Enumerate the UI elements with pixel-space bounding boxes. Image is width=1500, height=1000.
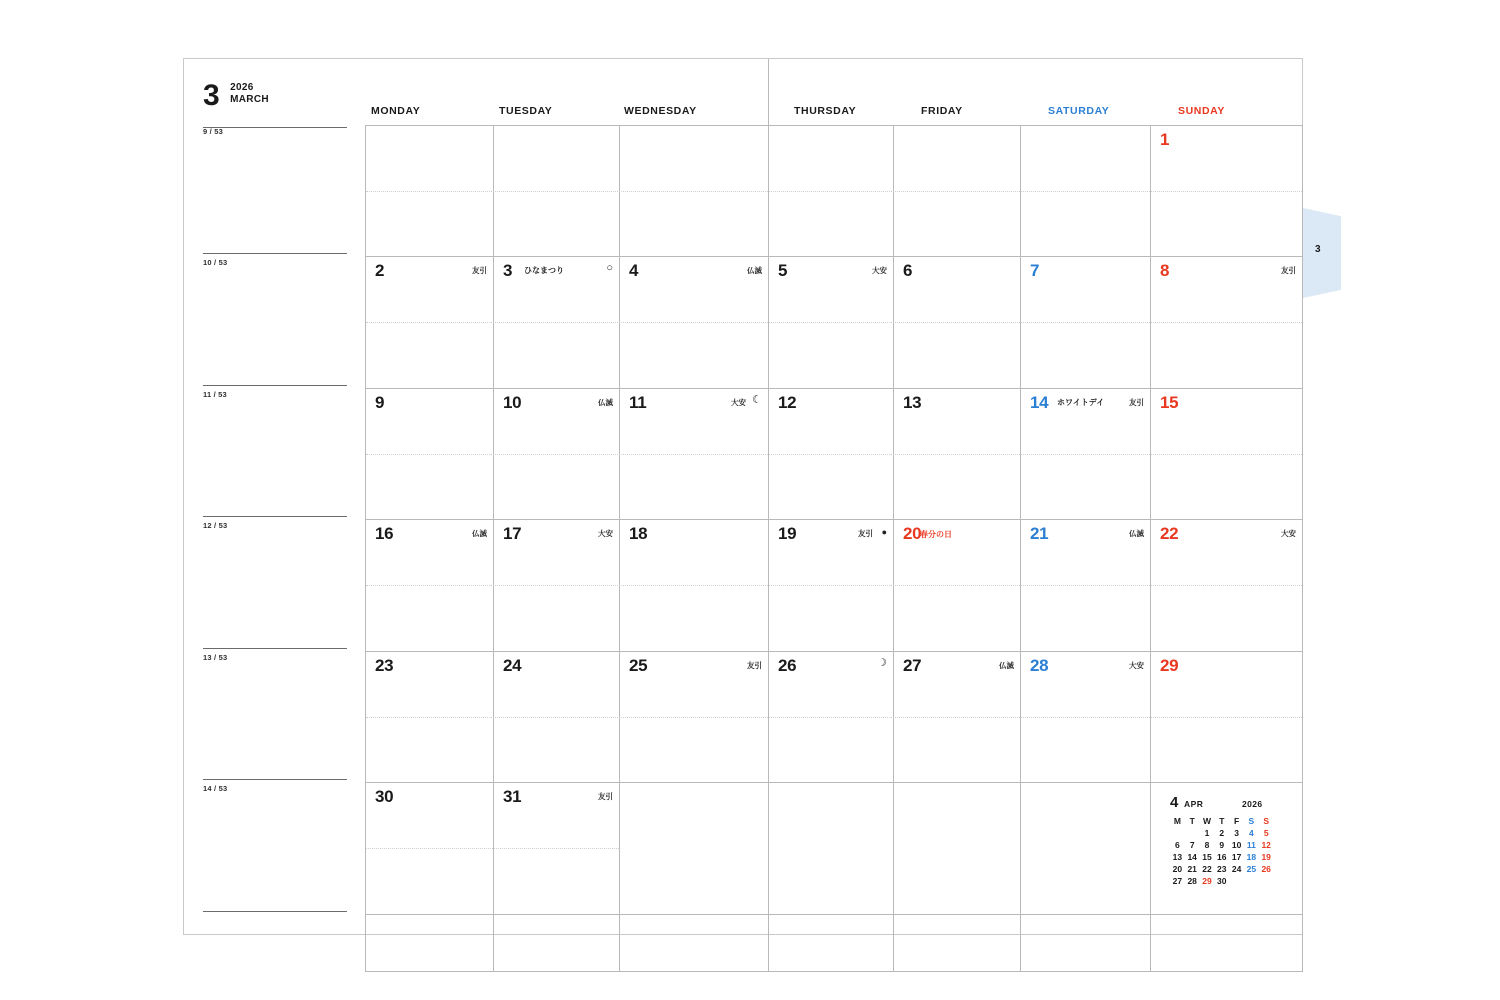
day-cell-5[interactable]	[769, 257, 893, 388]
day-number: 1	[1160, 130, 1170, 149]
mini-day	[1229, 875, 1244, 887]
day-number: 22	[1160, 524, 1179, 543]
day-number: 7	[1030, 261, 1040, 280]
rokuyou-label: 大安	[1281, 529, 1296, 538]
mini-day: 14	[1187, 852, 1197, 862]
mini-year: 2026	[1242, 799, 1263, 809]
day-cell-25[interactable]	[620, 652, 768, 782]
mini-week-row	[1170, 839, 1274, 851]
day-cell-31[interactable]	[494, 783, 619, 914]
calendar-grid	[365, 125, 1303, 971]
day-cell-7[interactable]	[1021, 257, 1150, 388]
moon-phase-icon: ●	[881, 527, 887, 537]
day-number: 26	[778, 656, 797, 675]
mini-day: 9	[1219, 840, 1225, 850]
rokuyou-label: 仏滅	[1129, 529, 1144, 538]
mini-day: 12	[1261, 840, 1271, 850]
mini-day: 2	[1219, 828, 1225, 838]
day-number: 8	[1160, 261, 1170, 280]
day-cell-21[interactable]	[1021, 520, 1150, 651]
mini-header-cell: T	[1189, 816, 1195, 826]
week-rule-6	[203, 911, 347, 912]
day-cell-26[interactable]	[769, 652, 893, 782]
mini-day: 16	[1217, 852, 1227, 862]
mini-week-row	[1170, 827, 1274, 839]
day-number: 10	[503, 393, 522, 412]
day-cell-4[interactable]	[620, 257, 768, 388]
day-number: 27	[903, 656, 922, 675]
mini-day: 24	[1231, 864, 1242, 874]
day-number: 2	[375, 261, 385, 280]
mini-day: 26	[1261, 864, 1271, 874]
day-cell-30[interactable]	[366, 783, 493, 914]
day-number: 20	[903, 524, 922, 543]
day-cell-28[interactable]	[1021, 652, 1150, 782]
rokuyou-label: 大安	[1129, 661, 1144, 670]
month-index-tab-shape	[1303, 208, 1341, 298]
day-number: 11	[629, 393, 647, 412]
mini-day	[1170, 827, 1185, 839]
rokuyou-label: 友引	[747, 661, 762, 670]
rokuyou-label: 仏滅	[999, 661, 1014, 670]
day-cell-20[interactable]	[894, 520, 1020, 651]
week-rule-3	[203, 516, 347, 517]
day-cell-6[interactable]	[894, 257, 1020, 388]
day-cell-29[interactable]	[1151, 652, 1302, 782]
day-number: 31	[503, 787, 522, 806]
mini-day: 18	[1246, 852, 1257, 862]
rokuyou-label: 友引	[858, 529, 873, 538]
mini-day: 11	[1246, 840, 1256, 850]
event-label: ホワイトデイ	[1057, 398, 1105, 407]
day-number: 12	[778, 393, 797, 412]
mini-calendar-header	[1170, 795, 1290, 811]
mini-day: 25	[1246, 864, 1257, 874]
mini-day: 23	[1217, 864, 1227, 874]
week-label-9: 9 / 53	[203, 127, 223, 136]
mini-day: 6	[1175, 840, 1180, 850]
day-number: 14	[1030, 393, 1049, 412]
rokuyou-label: 大安	[598, 529, 613, 538]
mini-day: 22	[1202, 864, 1212, 874]
weekday-header-sunday: SUNDAY	[1178, 105, 1225, 117]
month-header-rule	[203, 127, 347, 128]
mini-day: 20	[1172, 864, 1183, 874]
weekday-header-tuesday: TUESDAY	[499, 105, 553, 117]
rokuyou-label: 仏滅	[598, 398, 613, 407]
day-number: 9	[375, 393, 385, 412]
mini-day: 5	[1263, 828, 1269, 838]
day-cell-27[interactable]	[894, 652, 1020, 782]
day-cell-15[interactable]	[1151, 389, 1302, 519]
grid-row-line-6	[365, 914, 1303, 915]
mini-day: 7	[1189, 840, 1195, 850]
day-number: 6	[903, 261, 913, 280]
mini-day: 17	[1231, 852, 1242, 862]
mini-header-cell: S	[1248, 816, 1255, 826]
mini-day: 8	[1204, 840, 1210, 850]
day-cell-9[interactable]	[366, 389, 493, 519]
day-cell-12[interactable]	[769, 389, 893, 519]
weekday-header-monday: MONDAY	[371, 105, 421, 117]
mini-header-cell: S	[1263, 816, 1270, 826]
weekday-header-friday: FRIDAY	[921, 105, 963, 117]
day-number: 16	[375, 524, 394, 543]
month-index-tab-label: 3	[1315, 244, 1321, 255]
week-rule-5	[203, 779, 347, 780]
grid-row-line-7	[365, 971, 1303, 972]
day-cell-19[interactable]	[769, 520, 893, 651]
day-number: 24	[503, 656, 522, 675]
mini-day: 15	[1202, 852, 1212, 862]
day-number: 25	[629, 656, 648, 675]
day-cell-16[interactable]	[366, 520, 493, 651]
rokuyou-label: 友引	[598, 792, 613, 801]
day-number: 15	[1160, 393, 1179, 412]
rokuyou-label: 友引	[1281, 266, 1296, 275]
mini-header-cell: F	[1233, 816, 1240, 826]
moon-phase-icon: ☾	[752, 394, 762, 406]
mini-week-row	[1170, 863, 1274, 875]
mini-header-cell: M	[1173, 816, 1181, 826]
day-cell-1[interactable]	[1151, 126, 1302, 256]
week-rule-1	[203, 253, 347, 254]
mini-day: 4	[1249, 828, 1254, 838]
mini-header-cell: W	[1202, 816, 1211, 826]
year-label: 2026	[230, 82, 254, 93]
mini-day: 3	[1234, 828, 1239, 838]
rokuyou-label: 友引	[1129, 398, 1144, 407]
mini-day: 13	[1172, 852, 1183, 862]
day-number: 5	[778, 261, 788, 280]
day-cell-17[interactable]	[494, 520, 619, 651]
day-cell-18[interactable]	[620, 520, 768, 651]
day-cell-23[interactable]	[366, 652, 493, 782]
week-label-11: 11 / 53	[203, 390, 227, 399]
mini-header-cell: T	[1219, 816, 1225, 826]
day-cell-14[interactable]	[1021, 389, 1150, 519]
day-number: 30	[375, 787, 394, 806]
day-cell-13[interactable]	[894, 389, 1020, 519]
mini-day: 21	[1187, 864, 1197, 874]
day-cell-2[interactable]	[366, 257, 493, 388]
weekday-header-thursday: THURSDAY	[794, 105, 857, 117]
mini-week-row	[1170, 851, 1274, 863]
rokuyou-label: 大安	[872, 266, 887, 275]
mini-day: 28	[1187, 876, 1197, 886]
mini-calendar-table	[1170, 815, 1274, 887]
mini-day: 1	[1204, 828, 1210, 838]
day-number: 13	[903, 393, 922, 412]
day-cell-11[interactable]	[620, 389, 768, 519]
mini-day	[1244, 875, 1259, 887]
event-label: 春分の日	[920, 530, 952, 539]
rokuyou-label: 仏滅	[747, 266, 762, 275]
month-header	[203, 81, 353, 123]
week-rule-4	[203, 648, 347, 649]
day-number: 28	[1030, 656, 1049, 675]
week-label-12: 12 / 53	[203, 521, 228, 530]
day-number: 4	[629, 261, 639, 280]
mini-header-row	[1170, 815, 1274, 827]
month-index-tab[interactable]	[1303, 208, 1341, 298]
mini-day	[1185, 827, 1200, 839]
week-label-10: 10 / 53	[203, 258, 228, 267]
day-number: 17	[503, 524, 522, 543]
day-cell-3[interactable]	[494, 257, 619, 388]
week-rule-2	[203, 385, 347, 386]
rokuyou-label: 友引	[472, 266, 487, 275]
day-number: 29	[1160, 656, 1179, 675]
moon-phase-icon: ○	[606, 262, 613, 274]
month-name-label: MARCH	[230, 94, 269, 105]
day-cell-8[interactable]	[1151, 257, 1302, 388]
weekday-header-saturday: SATURDAY	[1048, 105, 1110, 117]
day-cell-10[interactable]	[494, 389, 619, 519]
mini-day: 30	[1217, 876, 1227, 886]
mini-calendar-april	[1170, 795, 1290, 887]
weekday-header-wednesday: WEDNESDAY	[624, 105, 697, 117]
day-number: 23	[375, 656, 394, 675]
planner-page	[183, 58, 1303, 935]
day-number: 3	[503, 261, 513, 280]
month-year-wrap	[230, 82, 269, 106]
mini-month-name: APR	[1184, 799, 1204, 809]
mini-month-number: 4	[1170, 794, 1179, 811]
mini-week-row	[1170, 875, 1274, 887]
day-cell-24[interactable]	[494, 652, 619, 782]
day-number: 18	[629, 524, 648, 543]
rokuyou-label: 大安	[731, 398, 746, 407]
day-number: 21	[1030, 524, 1049, 543]
mini-day: 27	[1172, 876, 1183, 886]
mini-day	[1259, 875, 1274, 887]
week-label-13: 13 / 53	[203, 653, 228, 662]
month-number: 3	[203, 79, 219, 112]
rokuyou-label: 仏滅	[472, 529, 487, 538]
mini-day: 10	[1231, 840, 1242, 850]
day-number: 19	[778, 524, 797, 543]
moon-phase-icon: ☽	[877, 657, 887, 669]
mini-day: 19	[1261, 852, 1271, 862]
mini-day: 29	[1202, 876, 1212, 886]
event-label: ひなまつり	[524, 266, 564, 275]
week-label-14: 14 / 53	[203, 784, 228, 793]
day-cell-22[interactable]	[1151, 520, 1302, 651]
